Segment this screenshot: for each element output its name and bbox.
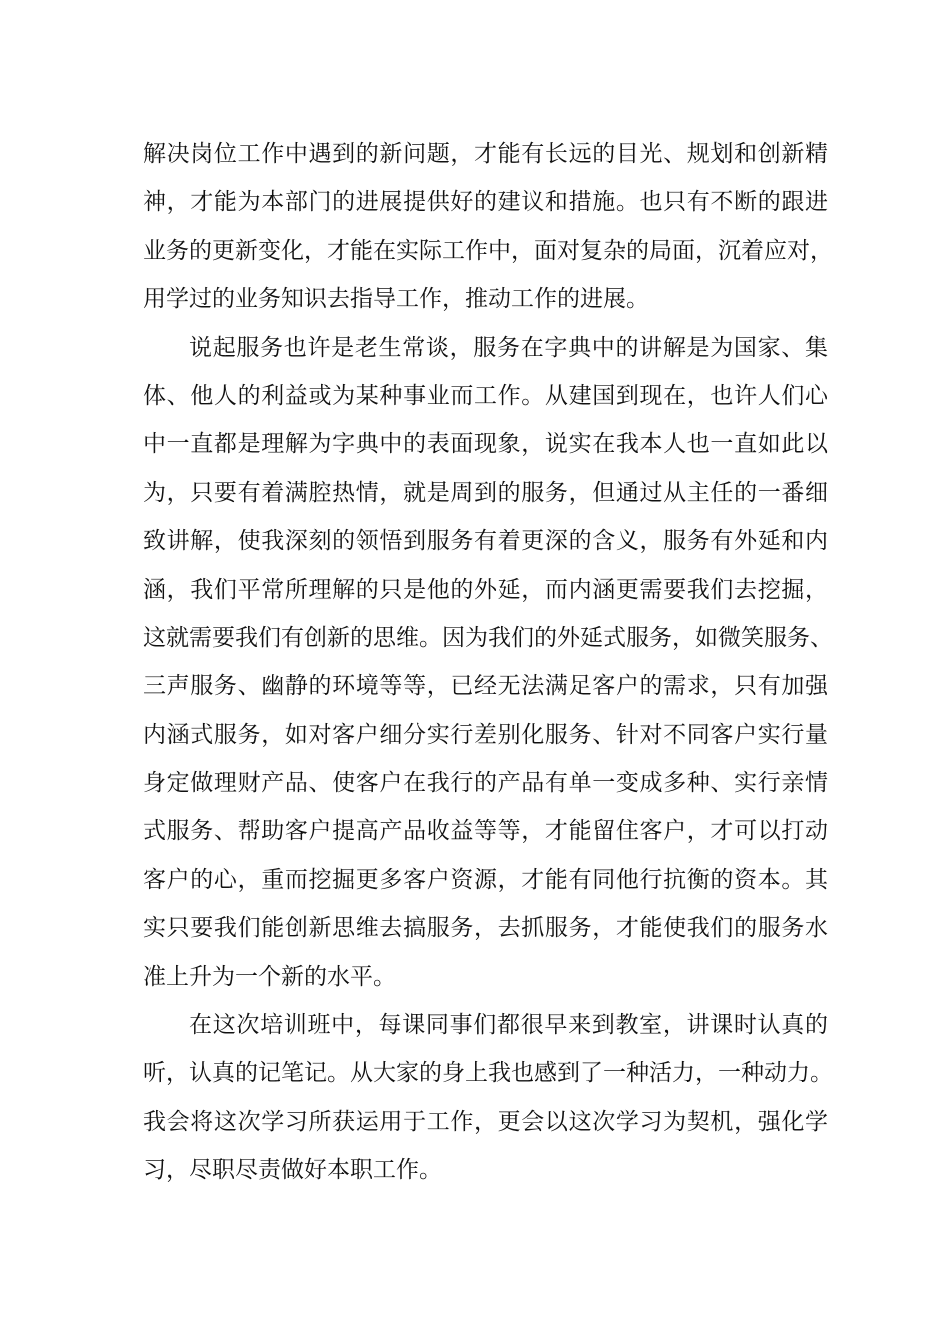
paragraph-2-line-9: 内涵式服务，如对客户细分实行差别化服务、针对不同客户实行量: [143, 721, 828, 748]
paragraph-1-line-4: 用学过的业务知识去指导工作，推动工作的进展。: [143, 286, 649, 313]
paragraph-2-line-11: 式服务、帮助客户提高产品收益等等，才能留住客户，才可以打动: [143, 818, 828, 845]
paragraph-3-line-1: 在这次培训班中，每课同事们都很早来到教室，讲课时认真的: [189, 1012, 828, 1039]
paragraph-2-line-1: 说起服务也许是老生常谈，服务在字典中的讲解是为国家、集: [189, 334, 828, 361]
paragraph-1-line-2: 神，才能为本部门的进展提供好的建议和措施。也只有不断的跟进: [143, 189, 828, 216]
paragraph-3-line-4: 习，尽职尽责做好本职工作。: [143, 1157, 442, 1184]
paragraph-2-line-5: 致讲解，使我深刻的领悟到服务有着更深的含义，服务有外延和内: [143, 528, 828, 555]
paragraph-2-line-12: 客户的心，重而挖掘更多客户资源，才能有同他行抗衡的资本。其: [143, 866, 828, 893]
paragraph-1-line-3: 业务的更新变化，才能在实际工作中，面对复杂的局面，沉着应对，: [143, 237, 833, 264]
paragraph-2-line-13: 实只要我们能创新思维去搞服务，去抓服务，才能使我们的服务水: [143, 915, 828, 942]
document-body: [143, 130, 833, 1195]
paragraph-2-line-14: 准上升为一个新的水平。: [143, 963, 396, 990]
paragraph-2-line-10: 身定做理财产品、使客户在我行的产品有单一变成多种、实行亲情: [143, 770, 828, 797]
paragraph-2-line-7: 这就需要我们有创新的思维。因为我们的外延式服务，如微笑服务、: [143, 624, 833, 651]
paragraph-3-line-2: 听，认真的记笔记。从大家的身上我也感到了一种活力，一种动力。: [143, 1060, 833, 1087]
paragraph-3-line-3: 我会将这次学习所获运用于工作，更会以这次学习为契机，强化学: [143, 1108, 828, 1135]
paragraph-2-line-6: 涵，我们平常所理解的只是他的外延，而内涵更需要我们去挖掘，: [143, 576, 828, 603]
paragraph-2-line-3: 中一直都是理解为字典中的表面现象，说实在我本人也一直如此以: [143, 431, 828, 458]
paragraph-2-line-8: 三声服务、幽静的环境等等，已经无法满足客户的需求，只有加强: [143, 673, 828, 700]
paragraph-1-line-1: 解决岗位工作中遇到的新问题，才能有长远的目光、规划和创新精: [143, 141, 828, 167]
paragraph-2-line-2: 体、他人的利益或为某种事业而工作。从建国到现在，也许人们心: [143, 382, 828, 409]
paragraph-2-line-4: 为，只要有着满腔热情，就是周到的服务，但通过从主任的一番细: [143, 479, 828, 506]
